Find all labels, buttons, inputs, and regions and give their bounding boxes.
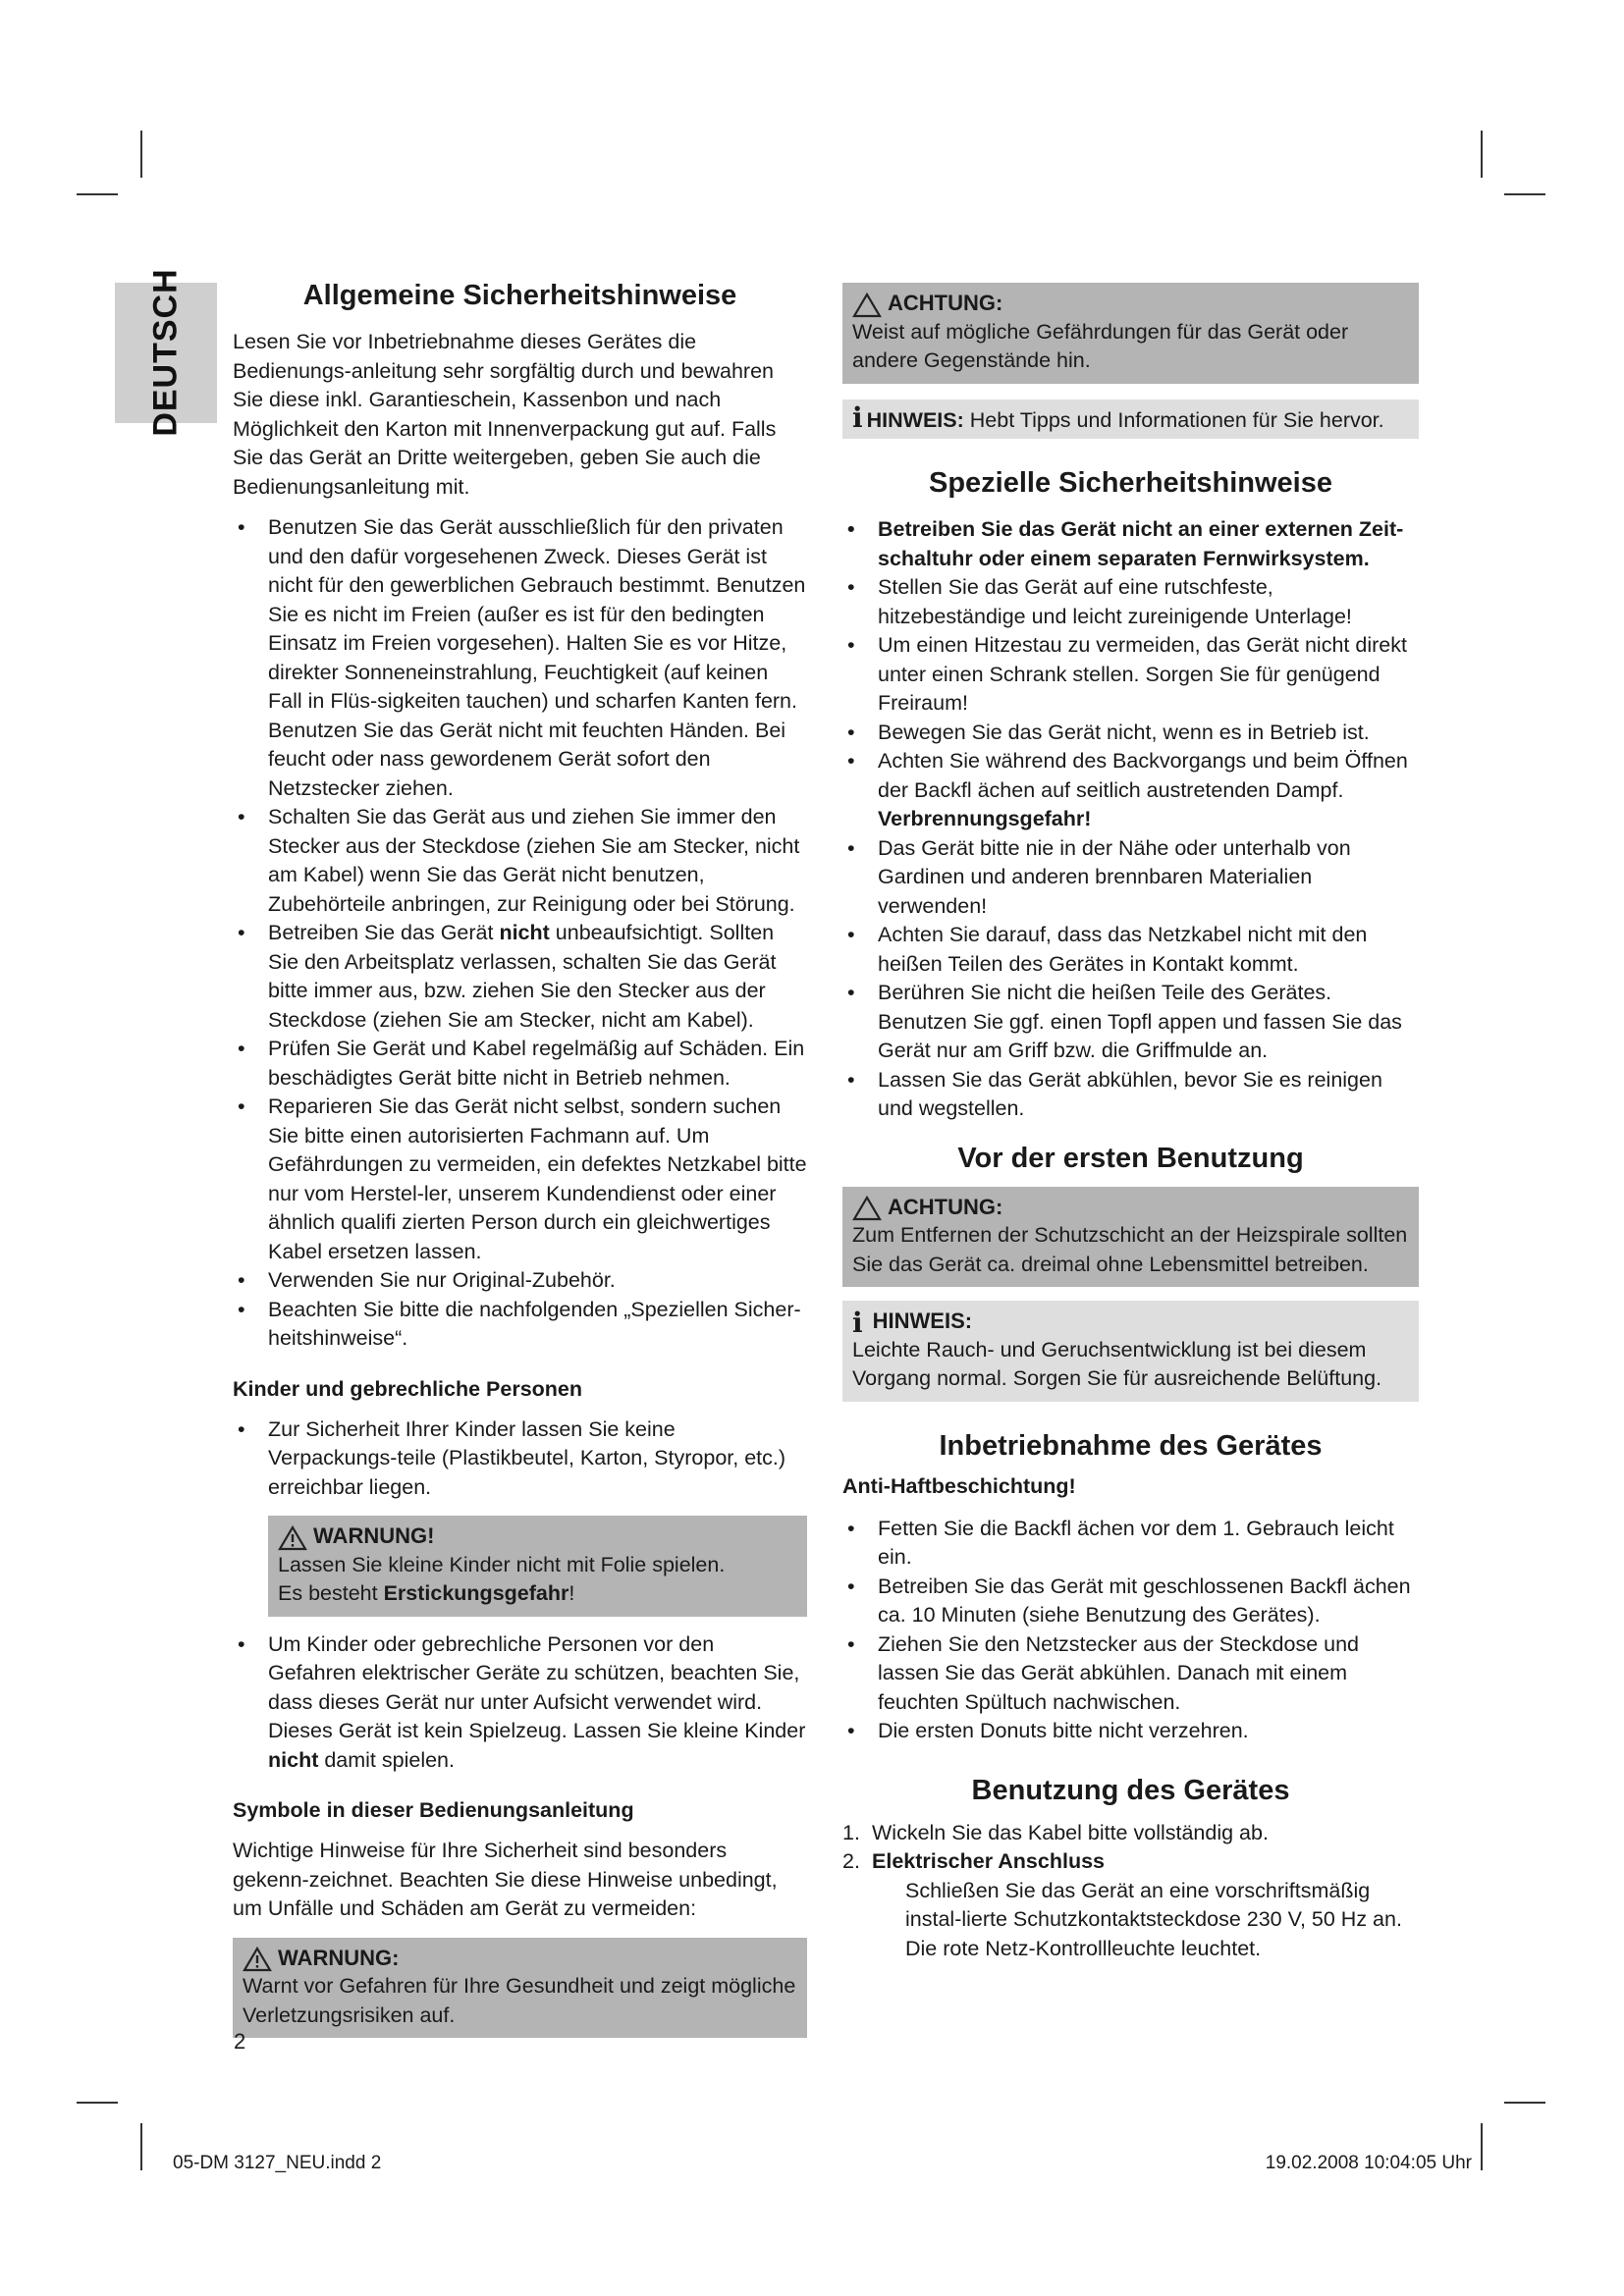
section-title-benutzung: Benutzung des Gerätes xyxy=(971,1774,1290,1806)
list-item: • Lassen Sie das Gerät abkühlen, bevor Sie es reinigen und wegstellen. xyxy=(842,1066,1419,1124)
warning-box-kinder xyxy=(268,1516,807,1617)
list-item: • Beachten Sie bitte die nachfolgenden „Speziellen Sicher-heitshinweise“. xyxy=(233,1296,807,1354)
list-item: • Prüfen Sie Gerät und Kabel regelmäßig auf Schäden. Ein beschädigtes Gerät bitte nicht in Betrieb nehmen. xyxy=(233,1035,807,1093)
list-item: • Berühren Sie nicht die heißen Teile des Gerätes. Benutzen Sie ggf. einen Topfl appen und fassen Sie das Gerät nur am Griff bzw. die Griffmulde an. xyxy=(842,979,1419,1066)
symbole-paragraph: Wichtige Hinweise für Ihre Sicherheit sind besonders gekenn-zeichnet. Beachten Sie diese Hinweise unbedingt, um Unfälle und Schäden am Gerät zu vermeiden: xyxy=(233,1839,778,1920)
warning-triangle-icon xyxy=(243,1947,272,1972)
list-item: • Das Gerät bitte nie in der Nähe oder unterhalb von Gardinen und anderen brennbaren Materialien verwenden! xyxy=(842,834,1419,922)
crop-mark xyxy=(140,2123,142,2170)
list-item: • Stellen Sie das Gerät auf eine rutschfeste, hitzebeständige und leicht zureinigende Unterlage! xyxy=(842,573,1419,631)
achtung-box-vor xyxy=(842,1187,1419,1288)
warning-text: Es besteht Erstickungsgefahr! xyxy=(278,1581,575,1605)
hinweis-text: Leichte Rauch- und Geruchsentwicklung ist bei diesem Vorgang normal. Sorgen Sie für ausreichende Belüftung. xyxy=(852,1337,1382,1390)
info-icon: i xyxy=(852,1306,863,1339)
achtung-box-symbol xyxy=(842,283,1419,384)
language-tab xyxy=(115,268,217,437)
warning-title: WARNUNG: xyxy=(278,1945,400,1970)
right-column xyxy=(842,283,1419,1963)
list-item: • Verwenden Sie nur Original-Zubehör. xyxy=(233,1266,807,1296)
list-item: • Reparieren Sie das Gerät nicht selbst, sondern suchen Sie bitte einen autorisierten Fachmann auf. Um Gefährdungen zu vermeiden, ein defektes Netzkabel bitte nur vom Herstel-ler, unserem Kundendienst oder einer ähnlich qualifi zierten Person durch ein gleichwertiges Kabel ersetzen lassen. xyxy=(233,1093,807,1266)
kinder-list xyxy=(233,1415,807,1503)
info-icon: i xyxy=(852,400,863,434)
hinweis-title: HINWEIS: xyxy=(872,1308,973,1333)
crop-mark xyxy=(1504,193,1545,195)
crop-mark xyxy=(1481,2123,1483,2170)
inbetrieb-list xyxy=(842,1515,1419,1746)
warning-text: Warnt vor Gefahren für Ihre Gesundheit und zeigt mögliche Verletzungsrisiken auf. xyxy=(243,1974,796,2027)
caution-triangle-icon xyxy=(852,293,882,318)
general-safety-list xyxy=(233,513,807,1354)
list-item: • Fetten Sie die Backfl ächen vor dem 1. Gebrauch leicht ein. xyxy=(842,1515,1419,1573)
warning-box-symbol xyxy=(233,1938,807,2039)
list-item: • Betreiben Sie das Gerät nicht unbeaufsichtigt. Sollten Sie den Arbeitsplatz verlassen, schalten Sie das Gerät bitte immer aus, bzw. ziehen Sie den Stecker aus der Steckdose (ziehen Sie am Stecker, nicht am Kabel). xyxy=(233,919,807,1035)
footer-timestamp: 19.02.2008 10:04:05 Uhr xyxy=(1265,2153,1472,2173)
list-item: • Zur Sicherheit Ihrer Kinder lassen Sie keine Verpackungs-teile (Plastikbeutel, Karton, Styropor, etc.) erreichbar liegen. xyxy=(233,1415,807,1503)
hinweis-box-symbol xyxy=(842,400,1419,440)
intro-paragraph: Lesen Sie vor Inbetriebnahme dieses Gerätes die Bedienungs-anleitung sehr sorgfältig durch und bewahren Sie diese inkl. Garantieschein, Kassenbon und nach Möglichkeit den Karton mit Innenverpackung gut auf. Falls Sie das Gerät an Dritte weitergeben, geben Sie auch die Bedienungsanleitung mit. xyxy=(233,330,777,499)
list-item: • Achten Sie darauf, dass das Netzkabel nicht mit den heißen Teilen des Gerätes in Kontakt kommt. xyxy=(842,921,1419,979)
list-item: • Benutzen Sie das Gerät ausschließlich für den privaten und den dafür vorgesehenen Zweck. Dieses Gerät ist nicht für den gewerblichen Gebrauch bestimmt. Benutzen Sie es nicht im Freien (außer es ist für den bedingten Einsatz im Freien vorgesehen). Halten Sie es vor Hitze, direkter Sonneneinstrahlung, Feuchtigkeit (auf keinen Fall in Flüs-sigkeiten tauchen) und scharfen Kanten fern. Benutzen Sie das Gerät nicht mit feuchten Händen. Bei feucht oder nass gewordenem Gerät sofort den Netzstecker ziehen. xyxy=(233,513,807,803)
list-item: 2. Elektrischer Anschluss Schließen Sie das Gerät an eine vorschriftsmäßig instal-lierte Schutzkontaktsteckdose 230 V, 50 Hz an. Die rote Netz-Kontrollleuchte leuchtet. xyxy=(842,1849,1402,1960)
left-column xyxy=(233,277,807,2059)
footer-filename: 05-DM 3127_NEU.indd 2 xyxy=(173,2153,382,2173)
list-item: • Ziehen Sie den Netzstecker aus der Steckdose und lassen Sie das Gerät abkühlen. Danach mit einem feuchten Spültuch nachwischen. xyxy=(842,1630,1419,1718)
list-item: • Die ersten Donuts bitte nicht verzehren. xyxy=(842,1717,1419,1746)
page-number: 2 xyxy=(234,2029,246,2054)
benutzung-steps xyxy=(842,1819,1419,1964)
achtung-title: ACHTUNG: xyxy=(888,1194,1003,1219)
achtung-text: Weist auf mögliche Gefährdungen für das Gerät oder andere Gegenstände hin. xyxy=(852,319,1349,372)
kinder-list-2 xyxy=(233,1630,807,1776)
achtung-title: ACHTUNG: xyxy=(888,291,1003,315)
section-title-inbetrieb: Inbetriebnahme des Gerätes xyxy=(939,1429,1323,1462)
crop-mark xyxy=(140,131,142,178)
hinweis-text: Hebt Tipps und Informationen für Sie hervor. xyxy=(963,407,1384,432)
section-title-vor: Vor der ersten Benutzung xyxy=(957,1142,1304,1174)
warning-text: Lassen Sie kleine Kinder nicht mit Folie spielen. xyxy=(278,1552,726,1576)
list-item: • Betreiben Sie das Gerät nicht an einer externen Zeit-schaltuhr oder einem separaten Fernwirksystem. xyxy=(842,515,1419,573)
crop-mark xyxy=(77,2102,118,2104)
section-title-allgemeine: Allgemeine Sicherheitshinweise xyxy=(302,280,737,311)
list-item: • Um einen Hitzestau zu vermeiden, das Gerät nicht direkt unter einen Schrank stellen. Sorgen Sie für genügend Freiraum! xyxy=(842,631,1419,719)
list-item: • Bewegen Sie das Gerät nicht, wenn es in Betrieb ist. xyxy=(842,719,1419,748)
crop-mark xyxy=(1504,2102,1545,2104)
heading-antihaft: Anti-Haftbeschichtung! xyxy=(842,1473,1076,1498)
crop-mark xyxy=(1481,131,1483,178)
heading-kinder: Kinder und gebrechliche Personen xyxy=(233,1376,583,1401)
list-item: • Betreiben Sie das Gerät mit geschlossenen Backfl ächen ca. 10 Minuten (siehe Benutzung des Gerätes). xyxy=(842,1573,1419,1630)
heading-symbole: Symbole in dieser Bedienungsanleitung xyxy=(233,1798,634,1822)
list-item: • Schalten Sie das Gerät aus und ziehen Sie immer den Stecker aus der Steckdose (ziehen Sie am Stecker, nicht am Kabel) wenn Sie das Gerät nicht benutzen, Zubehörteile anbringen, zur Reinigung oder bei Störung. xyxy=(233,803,807,919)
hinweis-label: HINWEIS: xyxy=(866,407,964,432)
hinweis-box-vor xyxy=(842,1301,1419,1402)
spezielle-list xyxy=(842,515,1419,1124)
section-title-spezielle: Spezielle Sicherheitshinweise xyxy=(929,467,1332,499)
caution-triangle-icon xyxy=(852,1196,882,1221)
crop-mark xyxy=(77,193,118,195)
list-item: • Um Kinder oder gebrechliche Personen vor den Gefahren elektrischer Geräte zu schützen, beachten Sie, dass dieses Gerät nur unter Aufsicht verwendet wird. Dieses Gerät ist kein Spielzeug. Lassen Sie kleine Kinder nicht damit spielen. xyxy=(233,1630,807,1776)
language-tab-label: DEUTSCH xyxy=(146,268,185,437)
list-item: • Achten Sie während des Backvorgangs und beim Öffnen der Backfl ächen auf seitlich austretenden Dampf. Verbrennungsgefahr! xyxy=(842,747,1419,834)
warning-triangle-icon xyxy=(278,1525,307,1551)
achtung-text: Zum Entfernen der Schutzschicht an der Heizspirale sollten Sie das Gerät ca. dreimal ohne Lebensmittel betreiben. xyxy=(852,1223,1408,1276)
warning-title: WARNUNG! xyxy=(313,1523,435,1548)
list-item: 1. Wickeln Sie das Kabel bitte vollständig ab. xyxy=(842,1820,1269,1844)
